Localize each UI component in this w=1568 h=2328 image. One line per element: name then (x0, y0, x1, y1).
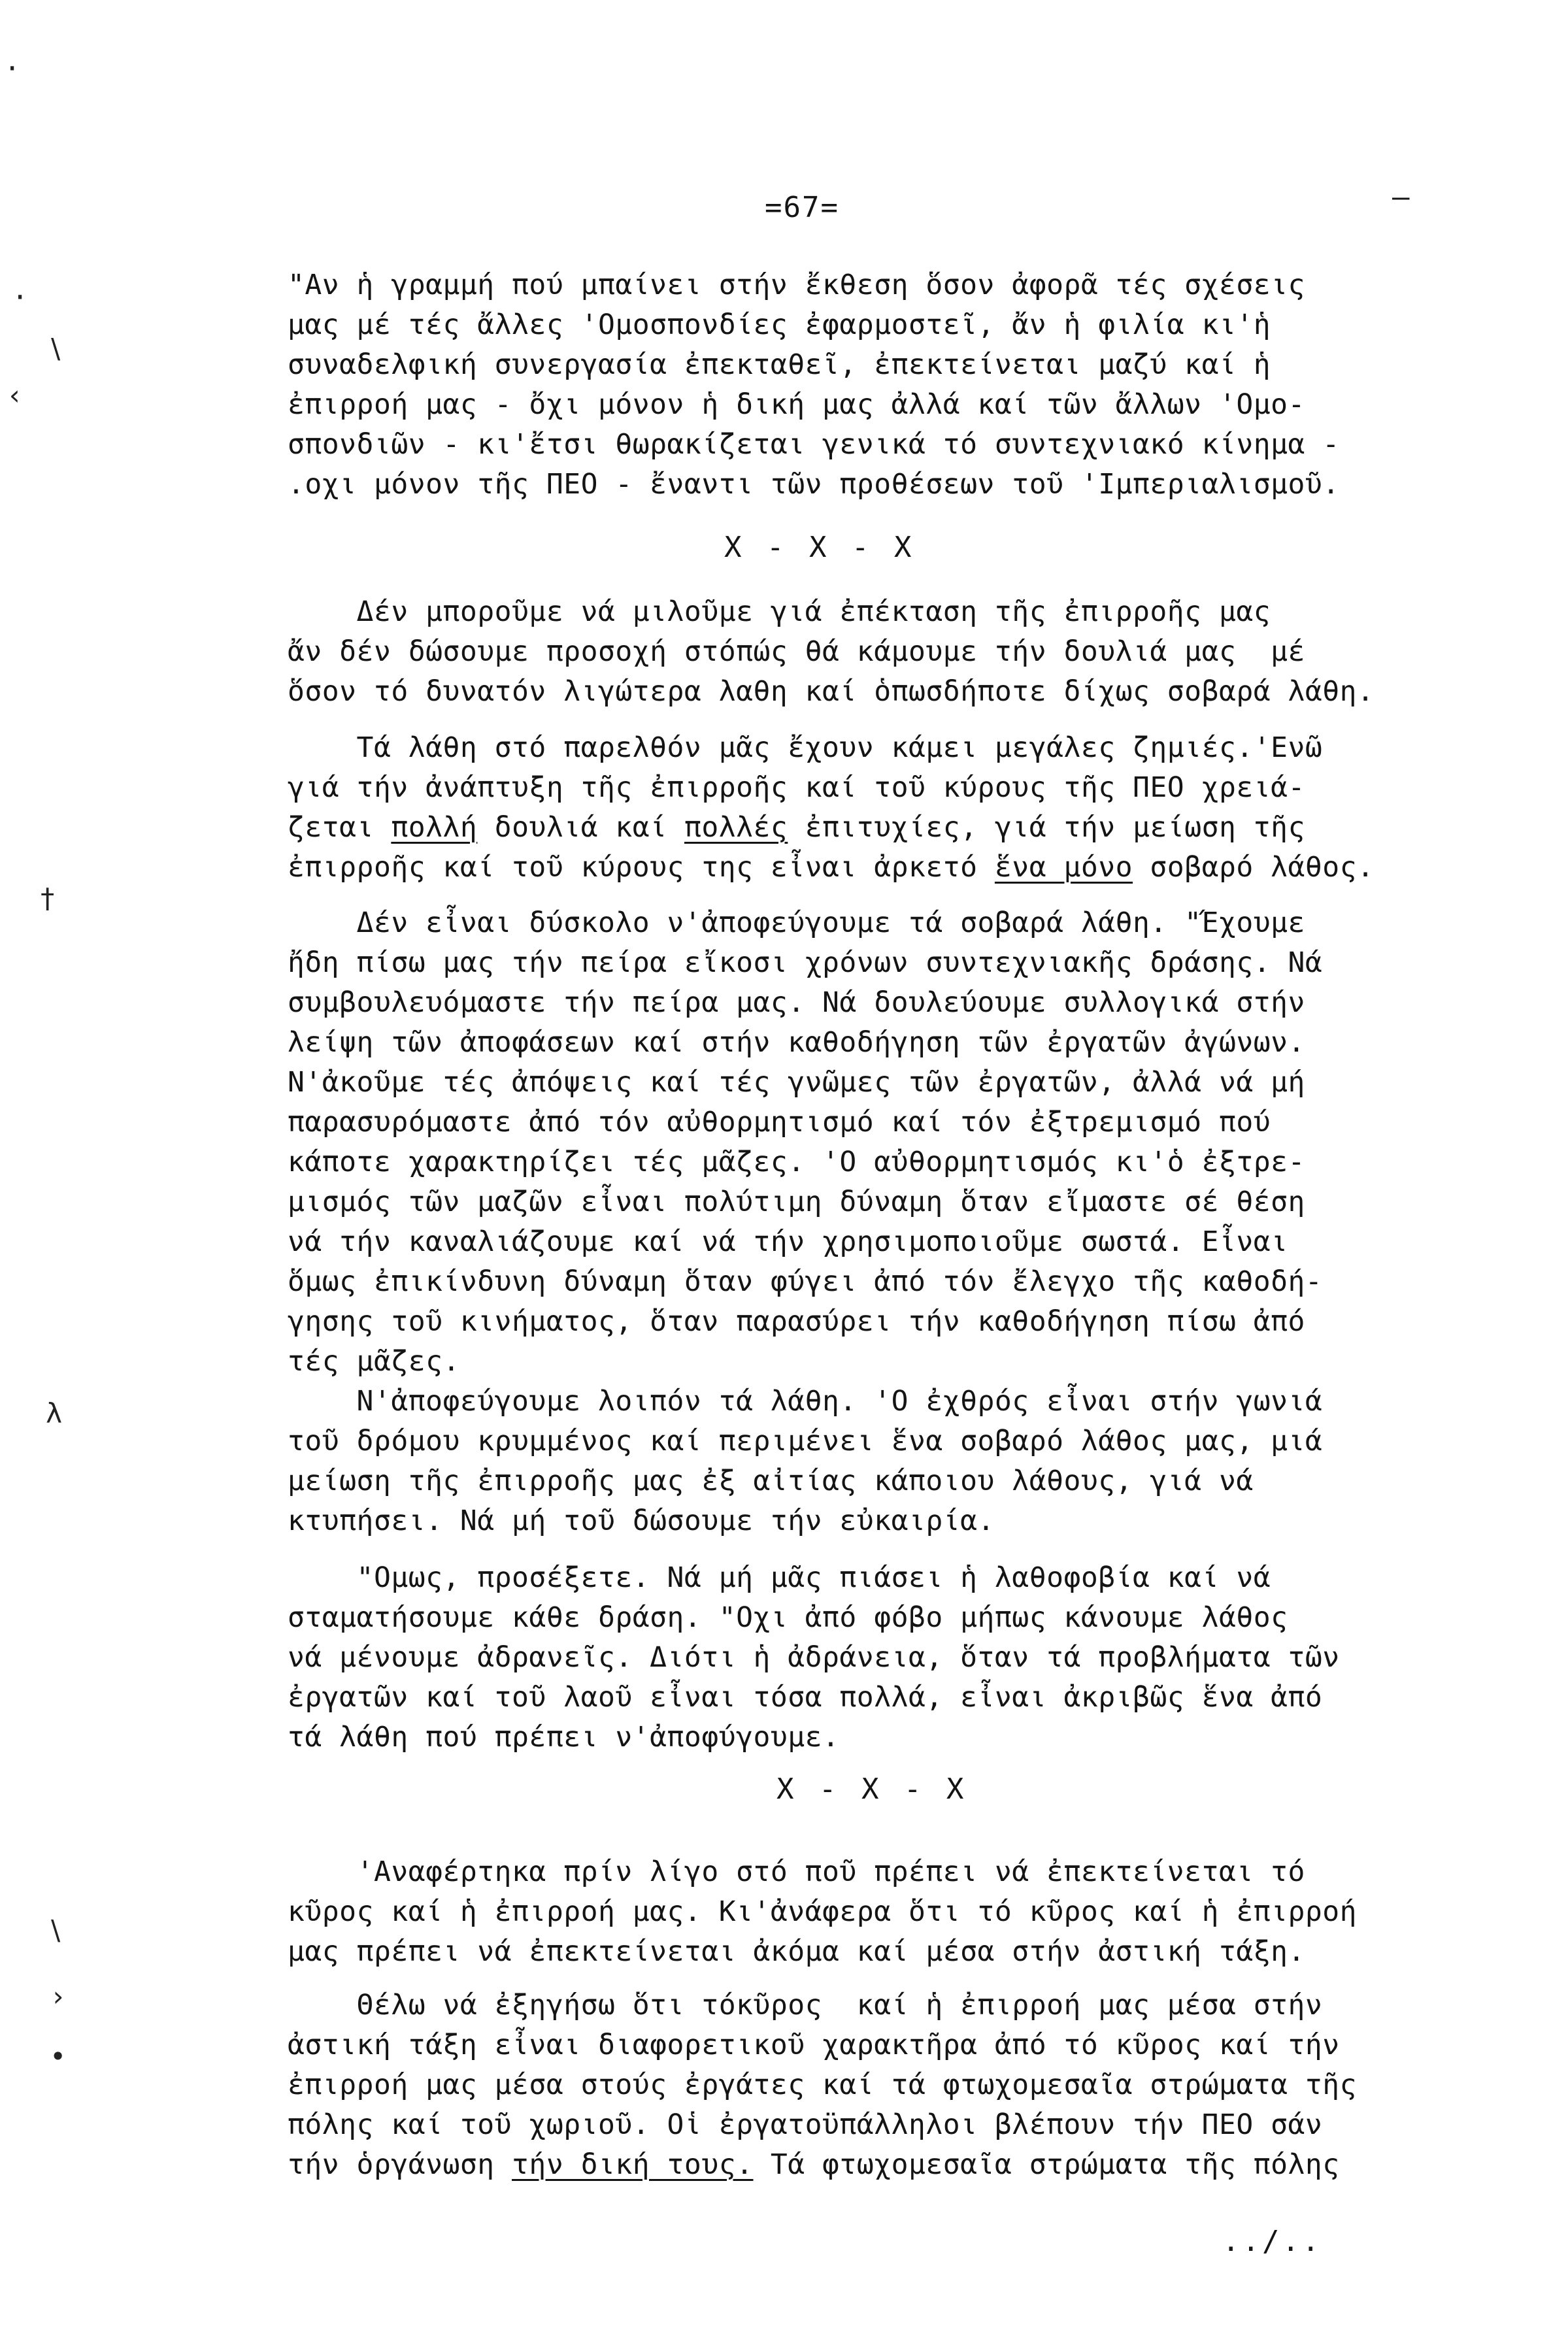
text-line: παρασυρόμαστε ἀπό τόν αὐθορμητισμό καί τόν ἐξτρεμισμό πού (288, 1106, 1271, 1139)
paragraph-1 (288, 265, 1568, 505)
text-line: μισμός τῶν μαζῶν εἶναι πολύτιμη δύναμη ὅταν εἴμαστε σέ θέση (288, 1186, 1305, 1218)
corner-dash-mark: — (1392, 180, 1410, 214)
paragraph-7 (288, 1986, 1568, 2185)
text-line: ἀστική τάξη εἶναι διαφορετικοῦ χαρακτῆρα ἀπό τό κῦρος καί τήν (288, 2029, 1340, 2061)
text-line: σταματήσουμε κάθε δράση. "Οχι ἀπό φόβο μήπως κάνουμε λάθος (288, 1601, 1288, 1634)
text-line: γιά τήν ἀνάπτυξη τῆς ἐπιρροῆς καί τοῦ κύρους τῆς ΠΕΟ χρειά- (288, 771, 1305, 804)
text-line: Δέν μποροῦμε νά μιλοῦμε γιά ἐπέκταση τῆς ἐπιρροῆς μας (288, 595, 1271, 628)
text-line: λείψη τῶν ἀποφάσεων καί στήν καθοδήγηση τῶν ἐργατῶν ἀγώνων. (288, 1026, 1305, 1059)
underlined-text: πολλή (391, 811, 478, 844)
text-line: Ν'ἀκοῦμε τές ἀπόψεις καί τές γνῶμες τῶν ἐργατῶν, ἀλλά νά μή (288, 1066, 1305, 1099)
text-line: γησης τοῦ κινήματος, ὅταν παρασύρει τήν καθοδήγηση πίσω ἀπό (288, 1305, 1305, 1338)
margin-speck: ‹ (7, 379, 24, 411)
text-line: Δέν εἶναι δύσκολο ν'ἀποφεύγουμε τά σοβαρά λάθη. "Έχουμε (288, 906, 1305, 939)
text-line: .οχι μόνον τῆς ΠΕΟ - ἔναντι τῶν προθέσεων τοῦ 'Ιμπεριαλισμοῦ. (288, 468, 1340, 501)
continuation-mark: ../.. (1222, 2225, 1322, 2258)
text-line: 'Αναφέρτηκα πρίν λίγο στό ποῦ πρέπει νά ἐπεκτείνεται τό (288, 1855, 1305, 1888)
paragraph-4 (288, 903, 1568, 1541)
text-line: τοῦ δρόμου κρυμμένος καί περιμένει ἕνα σοβαρό λάθος μας, μιά (288, 1425, 1323, 1457)
margin-speck: › (50, 1980, 67, 2012)
text-line: πόλης καί τοῦ χωριοῦ. Οἱ ἐργατοϋπάλληλοι βλέπουν τήν ΠΕΟ σάν (288, 2108, 1323, 2141)
margin-speck: · (12, 281, 29, 313)
text-line: "Αν ἡ γραμμή πού μπαίνει στήν ἔκθεση ὅσον ἀφορᾶ τές σχέσεις (288, 269, 1305, 301)
paragraph-2 (288, 592, 1568, 712)
margin-speck: ∖ (46, 333, 63, 365)
text-line: ἐργατῶν καί τοῦ λαοῦ εἶναι τόσα πολλά, εἶναι ἀκριβῶς ἕνα ἀπό (288, 1681, 1323, 1714)
text-line: ὅμως ἐπικίνδυνη δύναμη ὅταν φύγει ἀπό τόν ἔλεγχο τῆς καθοδή- (288, 1265, 1323, 1298)
section-separator: X - X - X (776, 1772, 968, 1806)
section-separator: X - X - X (724, 531, 916, 564)
text-line: συναδελφική συνεργασία ἐπεκταθεῖ, ἐπεκτείνεται μαζύ καί ἡ (288, 348, 1271, 381)
text-line: ὅσον τό δυνατόν λιγώτερα λαθη καί ὁπωσδήποτε δίχως σοβαρά λάθη. (288, 675, 1375, 708)
text-line: μας πρέπει νά ἐπεκτείνεται ἀκόμα καί μέσα στήν ἀστική τάξη. (288, 1935, 1305, 1968)
page-number: =67= (765, 191, 839, 224)
paragraph-5 (288, 1558, 1568, 1757)
text-line: κτυπήσει. Νά μή τοῦ δώσουμε τήν εὐκαιρία. (288, 1505, 995, 1537)
text-line: σπονδιῶν - κι'ἔτσι θωρακίζεται γενικά τό συντεχνιακό κίνημα - (288, 428, 1340, 461)
text-line: ἐπιρροῆς καί τοῦ κύρους της εἶναι ἀρκετό ἕνα μόνο σοβαρό λάθος. (288, 851, 1375, 884)
text-line: νά τήν καναλιάζουμε καί νά τήν χρησιμοποιοῦμε σωστά. Εἶναι (288, 1225, 1288, 1258)
text-line: συμβουλευόμαστε τήν πείρα μας. Νά δουλεύουμε συλλογικά στήν (288, 986, 1305, 1019)
underlined-text: ἕνα μόνο (994, 851, 1133, 884)
text-line: μας μέ τές ἄλλες 'Ομοσπονδίες ἐφαρμοστεῖ, ἄν ἡ φιλία κι'ἡ (288, 308, 1271, 341)
text-line: ἤδη πίσω μας τήν πείρα εἴκοσι χρόνων συντεχνιακῆς δράσης. Νά (288, 946, 1323, 979)
underlined-text: πολλές (684, 811, 788, 844)
text-line: Θέλω νά ἐξηγήσω ὅτι τόκῦρος καί ἡ ἐπιρροή μας μέσα στήν (288, 1989, 1323, 2021)
paragraph-3 (288, 728, 1568, 888)
margin-speck: λ (46, 1397, 63, 1429)
margin-speck: · (4, 52, 21, 84)
text-line: τές μᾶζες. (288, 1345, 460, 1378)
margin-speck: • (50, 2040, 67, 2072)
text-line: ἐπιρροή μας μέσα στούς ἐργάτες καί τά φτωχομεσαῖα στρώματα τῆς (288, 2069, 1358, 2101)
margin-speck: † (39, 882, 56, 914)
text-line: τήν ὁργάνωση τήν δική τους. Τά φτωχομεσαῖα στρώματα τῆς πόλης (288, 2148, 1340, 2181)
text-line: Τά λάθη στό παρελθόν μᾶς ἔχουν κάμει μεγάλες ζημιές.'Ενῶ (288, 731, 1323, 764)
text-line: μείωση τῆς ἐπιρροῆς μας ἐξ αἰτίας κάποιου λάθους, γιά νά (288, 1465, 1254, 1497)
underlined-text: τήν δική τους. (512, 2148, 754, 2181)
text-line: κάποτε χαρακτηρίζει τές μᾶζες. 'Ο αὐθορμητισμός κι'ὁ ἐξτρε- (288, 1146, 1305, 1178)
text-line: ζεται πολλή δουλιά καί πολλές ἐπιτυχίες, γιά τήν μείωση τῆς (288, 811, 1305, 844)
text-line: τά λάθη πού πρέπει ν'ἀποφύγουμε. (288, 1721, 840, 1754)
text-line: Ν'ἀποφεύγουμε λοιπόν τά λάθη. 'Ο ἐχθρός εἶναι στήν γωνιά (288, 1385, 1323, 1418)
text-line: κῦρος καί ἡ ἐπιρροή μας. Κι'ἀνάφερα ὅτι τό κῦρος καί ἡ ἐπιρροή (288, 1895, 1358, 1928)
text-line: ἐπιρροή μας - ὄχι μόνον ἡ δική μας ἀλλά καί τῶν ἄλλων 'Ομο- (288, 388, 1305, 421)
paragraph-6 (288, 1852, 1568, 1972)
text-line: "Ομως, προσέξετε. Νά μή μᾶς πιάσει ἡ λαθοφοβία καί νά (288, 1561, 1271, 1594)
text-line: νά μένουμε ἀδρανεῖς. Διότι ἡ ἀδράνεια, ὅταν τά προβλήματα τῶν (288, 1641, 1340, 1674)
margin-speck: ∖ (46, 1915, 63, 1947)
text-line: ἄν δέν δώσουμε προσοχή στόπώς θά κάμουμε τήν δουλιά μας μέ (288, 635, 1305, 668)
